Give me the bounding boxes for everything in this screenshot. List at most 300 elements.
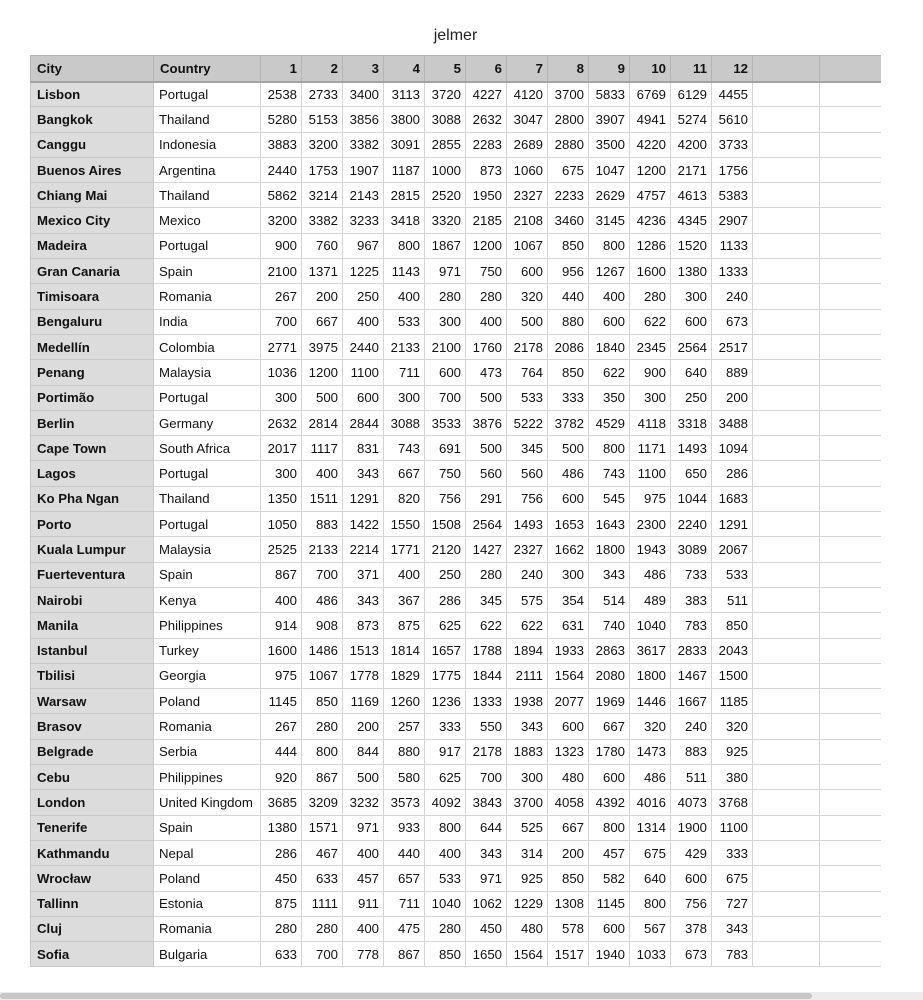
value-cell-month-5[interactable]: 300 [425, 309, 466, 334]
value-cell-month-3[interactable]: 371 [343, 562, 384, 587]
city-cell[interactable]: Portimão [31, 385, 154, 410]
value-cell-month-11[interactable]: 2240 [671, 512, 712, 537]
value-cell-month-4[interactable]: 3113 [384, 82, 425, 107]
value-cell-month-3[interactable]: 967 [343, 233, 384, 258]
value-cell-month-6[interactable]: 2178 [466, 739, 507, 764]
value-cell-month-7[interactable]: 3700 [507, 790, 548, 815]
value-cell-month-10[interactable]: 1040 [630, 613, 671, 638]
value-cell-month-6[interactable]: 1062 [466, 891, 507, 916]
value-cell-month-4[interactable]: 667 [384, 461, 425, 486]
value-cell-month-12[interactable]: 1100 [712, 815, 753, 840]
value-cell-month-3[interactable]: 1513 [343, 638, 384, 663]
country-cell[interactable]: Malaysia [154, 537, 261, 562]
city-cell[interactable]: Fuerteventura [31, 562, 154, 587]
value-cell-month-11[interactable]: 883 [671, 739, 712, 764]
value-cell-month-11[interactable]: 733 [671, 562, 712, 587]
value-cell-month-11[interactable]: 1380 [671, 259, 712, 284]
value-cell-month-9[interactable]: 1780 [589, 739, 630, 764]
value-cell-month-3[interactable]: 831 [343, 436, 384, 461]
value-cell-month-1[interactable]: 920 [261, 765, 302, 790]
value-cell-month-3[interactable]: 2214 [343, 537, 384, 562]
column-header-month-11[interactable]: 11 [671, 56, 712, 82]
city-cell[interactable]: Canggu [31, 132, 154, 157]
value-cell-month-10[interactable]: 1286 [630, 233, 671, 258]
value-cell-month-11[interactable]: 1900 [671, 815, 712, 840]
value-cell-month-9[interactable]: 1643 [589, 512, 630, 537]
value-cell-month-8[interactable]: 1564 [548, 663, 589, 688]
value-cell-month-6[interactable]: 1200 [466, 233, 507, 258]
value-cell-month-1[interactable]: 267 [261, 284, 302, 309]
value-cell-month-9[interactable]: 667 [589, 714, 630, 739]
empty-cell[interactable] [753, 739, 820, 764]
value-cell-month-4[interactable]: 1187 [384, 157, 425, 182]
country-cell[interactable]: Philippines [154, 613, 261, 638]
value-cell-month-7[interactable]: 2327 [507, 183, 548, 208]
value-cell-month-6[interactable]: 1788 [466, 638, 507, 663]
value-cell-month-5[interactable]: 3533 [425, 410, 466, 435]
value-cell-month-6[interactable]: 280 [466, 562, 507, 587]
value-cell-month-6[interactable]: 700 [466, 765, 507, 790]
value-cell-month-6[interactable]: 1844 [466, 663, 507, 688]
value-cell-month-6[interactable]: 345 [466, 587, 507, 612]
value-cell-month-3[interactable]: 500 [343, 765, 384, 790]
value-cell-month-7[interactable]: 320 [507, 284, 548, 309]
value-cell-month-9[interactable]: 514 [589, 587, 630, 612]
value-cell-month-1[interactable]: 875 [261, 891, 302, 916]
value-cell-month-5[interactable]: 3088 [425, 107, 466, 132]
value-cell-month-3[interactable]: 844 [343, 739, 384, 764]
value-cell-month-11[interactable]: 640 [671, 360, 712, 385]
empty-cell[interactable] [753, 765, 820, 790]
value-cell-month-8[interactable]: 600 [548, 486, 589, 511]
value-cell-month-9[interactable]: 5833 [589, 82, 630, 107]
value-cell-month-2[interactable]: 700 [302, 562, 343, 587]
value-cell-month-7[interactable]: 1229 [507, 891, 548, 916]
country-cell[interactable]: Portugal [154, 82, 261, 107]
value-cell-month-2[interactable]: 486 [302, 587, 343, 612]
value-cell-month-12[interactable]: 4455 [712, 82, 753, 107]
value-cell-month-12[interactable]: 1094 [712, 436, 753, 461]
value-cell-month-5[interactable]: 600 [425, 360, 466, 385]
value-cell-month-11[interactable]: 1520 [671, 233, 712, 258]
value-cell-month-6[interactable]: 343 [466, 840, 507, 865]
value-cell-month-4[interactable]: 1814 [384, 638, 425, 663]
value-cell-month-12[interactable]: 1756 [712, 157, 753, 182]
value-cell-month-11[interactable]: 783 [671, 613, 712, 638]
city-cell[interactable]: Buenos Aires [31, 157, 154, 182]
value-cell-month-6[interactable]: 2632 [466, 107, 507, 132]
empty-cell[interactable] [820, 840, 882, 865]
value-cell-month-1[interactable]: 400 [261, 587, 302, 612]
value-cell-month-4[interactable]: 257 [384, 714, 425, 739]
empty-cell[interactable] [820, 638, 882, 663]
value-cell-month-2[interactable]: 867 [302, 765, 343, 790]
value-cell-month-9[interactable]: 457 [589, 840, 630, 865]
value-cell-month-12[interactable]: 320 [712, 714, 753, 739]
empty-cell[interactable] [820, 284, 882, 309]
value-cell-month-10[interactable]: 3617 [630, 638, 671, 663]
value-cell-month-3[interactable]: 3400 [343, 82, 384, 107]
value-cell-month-3[interactable]: 873 [343, 613, 384, 638]
column-header-month-8[interactable]: 8 [548, 56, 589, 82]
value-cell-month-11[interactable]: 2171 [671, 157, 712, 182]
value-cell-month-4[interactable]: 1829 [384, 663, 425, 688]
value-cell-month-9[interactable]: 3907 [589, 107, 630, 132]
empty-cell[interactable] [753, 436, 820, 461]
value-cell-month-7[interactable]: 925 [507, 866, 548, 891]
value-cell-month-8[interactable]: 675 [548, 157, 589, 182]
horizontal-scrollbar[interactable] [0, 992, 923, 1000]
value-cell-month-1[interactable]: 300 [261, 385, 302, 410]
value-cell-month-8[interactable]: 486 [548, 461, 589, 486]
value-cell-month-8[interactable]: 440 [548, 284, 589, 309]
value-cell-month-4[interactable]: 2133 [384, 334, 425, 359]
value-cell-month-3[interactable]: 2844 [343, 410, 384, 435]
column-header-country[interactable]: Country [154, 56, 261, 82]
value-cell-month-4[interactable]: 533 [384, 309, 425, 334]
value-cell-month-1[interactable]: 1380 [261, 815, 302, 840]
value-cell-month-5[interactable]: 533 [425, 866, 466, 891]
value-cell-month-2[interactable]: 850 [302, 689, 343, 714]
value-cell-month-5[interactable]: 2855 [425, 132, 466, 157]
value-cell-month-7[interactable]: 756 [507, 486, 548, 511]
value-cell-month-9[interactable]: 800 [589, 233, 630, 258]
value-cell-month-4[interactable]: 3573 [384, 790, 425, 815]
value-cell-month-5[interactable]: 700 [425, 385, 466, 410]
value-cell-month-10[interactable]: 300 [630, 385, 671, 410]
value-cell-month-10[interactable]: 1446 [630, 689, 671, 714]
value-cell-month-1[interactable]: 3883 [261, 132, 302, 157]
city-cell[interactable]: Porto [31, 512, 154, 537]
value-cell-month-3[interactable]: 1778 [343, 663, 384, 688]
value-cell-month-1[interactable]: 300 [261, 461, 302, 486]
empty-cell[interactable] [820, 385, 882, 410]
value-cell-month-5[interactable]: 286 [425, 587, 466, 612]
value-cell-month-7[interactable]: 533 [507, 385, 548, 410]
value-cell-month-10[interactable]: 622 [630, 309, 671, 334]
value-cell-month-2[interactable]: 3975 [302, 334, 343, 359]
value-cell-month-12[interactable]: 2517 [712, 334, 753, 359]
column-header-month-10[interactable]: 10 [630, 56, 671, 82]
value-cell-month-3[interactable]: 400 [343, 840, 384, 865]
value-cell-month-5[interactable]: 1657 [425, 638, 466, 663]
value-cell-month-5[interactable]: 3320 [425, 208, 466, 233]
value-cell-month-2[interactable]: 1200 [302, 360, 343, 385]
empty-cell[interactable] [753, 461, 820, 486]
city-cell[interactable]: Medellín [31, 334, 154, 359]
country-cell[interactable]: Poland [154, 689, 261, 714]
value-cell-month-3[interactable]: 1100 [343, 360, 384, 385]
value-cell-month-11[interactable]: 378 [671, 916, 712, 941]
value-cell-month-9[interactable]: 400 [589, 284, 630, 309]
value-cell-month-2[interactable]: 908 [302, 613, 343, 638]
value-cell-month-3[interactable]: 400 [343, 916, 384, 941]
value-cell-month-6[interactable]: 3876 [466, 410, 507, 435]
value-cell-month-11[interactable]: 1467 [671, 663, 712, 688]
value-cell-month-1[interactable]: 2017 [261, 436, 302, 461]
value-cell-month-5[interactable]: 850 [425, 942, 466, 967]
empty-cell[interactable] [820, 183, 882, 208]
empty-cell[interactable] [753, 916, 820, 941]
value-cell-month-2[interactable]: 1117 [302, 436, 343, 461]
value-cell-month-8[interactable]: 631 [548, 613, 589, 638]
value-cell-month-9[interactable]: 4392 [589, 790, 630, 815]
city-cell[interactable]: Istanbul [31, 638, 154, 663]
empty-cell[interactable] [820, 587, 882, 612]
country-cell[interactable]: Germany [154, 410, 261, 435]
value-cell-month-5[interactable]: 625 [425, 613, 466, 638]
value-cell-month-10[interactable]: 2345 [630, 334, 671, 359]
empty-cell[interactable] [820, 714, 882, 739]
value-cell-month-4[interactable]: 3418 [384, 208, 425, 233]
value-cell-month-8[interactable]: 578 [548, 916, 589, 941]
value-cell-month-5[interactable]: 2120 [425, 537, 466, 562]
value-cell-month-10[interactable]: 1800 [630, 663, 671, 688]
empty-cell[interactable] [753, 360, 820, 385]
value-cell-month-7[interactable]: 764 [507, 360, 548, 385]
empty-cell[interactable] [753, 512, 820, 537]
value-cell-month-9[interactable]: 1969 [589, 689, 630, 714]
city-cell[interactable]: Bangkok [31, 107, 154, 132]
value-cell-month-4[interactable]: 800 [384, 233, 425, 258]
value-cell-month-3[interactable]: 3232 [343, 790, 384, 815]
value-cell-month-2[interactable]: 3209 [302, 790, 343, 815]
column-header-month-6[interactable]: 6 [466, 56, 507, 82]
value-cell-month-7[interactable]: 525 [507, 815, 548, 840]
empty-cell[interactable] [820, 208, 882, 233]
value-cell-month-2[interactable]: 5153 [302, 107, 343, 132]
value-cell-month-6[interactable]: 750 [466, 259, 507, 284]
value-cell-month-5[interactable]: 750 [425, 461, 466, 486]
value-cell-month-4[interactable]: 743 [384, 436, 425, 461]
value-cell-month-6[interactable]: 1950 [466, 183, 507, 208]
value-cell-month-10[interactable]: 489 [630, 587, 671, 612]
value-cell-month-2[interactable]: 3382 [302, 208, 343, 233]
value-cell-month-11[interactable]: 240 [671, 714, 712, 739]
value-cell-month-5[interactable]: 250 [425, 562, 466, 587]
value-cell-month-7[interactable]: 240 [507, 562, 548, 587]
empty-cell[interactable] [753, 82, 820, 107]
value-cell-month-9[interactable]: 800 [589, 436, 630, 461]
value-cell-month-2[interactable]: 200 [302, 284, 343, 309]
city-cell[interactable]: Belgrade [31, 739, 154, 764]
country-cell[interactable]: Philippines [154, 765, 261, 790]
value-cell-month-8[interactable]: 2880 [548, 132, 589, 157]
value-cell-month-12[interactable]: 511 [712, 587, 753, 612]
value-cell-month-4[interactable]: 867 [384, 942, 425, 967]
value-cell-month-12[interactable]: 333 [712, 840, 753, 865]
value-cell-month-2[interactable]: 1753 [302, 157, 343, 182]
value-cell-month-10[interactable]: 900 [630, 360, 671, 385]
value-cell-month-8[interactable]: 850 [548, 866, 589, 891]
value-cell-month-8[interactable]: 333 [548, 385, 589, 410]
value-cell-month-1[interactable]: 2525 [261, 537, 302, 562]
country-cell[interactable]: Portugal [154, 512, 261, 537]
value-cell-month-8[interactable]: 480 [548, 765, 589, 790]
value-cell-month-6[interactable]: 500 [466, 436, 507, 461]
value-cell-month-2[interactable]: 700 [302, 942, 343, 967]
empty-cell[interactable] [753, 790, 820, 815]
empty-cell[interactable] [753, 942, 820, 967]
value-cell-month-2[interactable]: 633 [302, 866, 343, 891]
value-cell-month-11[interactable]: 1667 [671, 689, 712, 714]
value-cell-month-1[interactable]: 2632 [261, 410, 302, 435]
value-cell-month-2[interactable]: 280 [302, 714, 343, 739]
value-cell-month-11[interactable]: 4613 [671, 183, 712, 208]
country-cell[interactable]: Nepal [154, 840, 261, 865]
empty-cell[interactable] [820, 233, 882, 258]
column-header-city[interactable]: City [31, 56, 154, 82]
value-cell-month-10[interactable]: 640 [630, 866, 671, 891]
value-cell-month-7[interactable]: 5222 [507, 410, 548, 435]
value-cell-month-8[interactable]: 500 [548, 436, 589, 461]
value-cell-month-5[interactable]: 333 [425, 714, 466, 739]
value-cell-month-4[interactable]: 880 [384, 739, 425, 764]
value-cell-month-10[interactable]: 4236 [630, 208, 671, 233]
value-cell-month-12[interactable]: 3733 [712, 132, 753, 157]
value-cell-month-2[interactable]: 2733 [302, 82, 343, 107]
value-cell-month-9[interactable]: 4529 [589, 410, 630, 435]
value-cell-month-9[interactable]: 3500 [589, 132, 630, 157]
column-header-month-7[interactable]: 7 [507, 56, 548, 82]
value-cell-month-3[interactable]: 250 [343, 284, 384, 309]
value-cell-month-6[interactable]: 280 [466, 284, 507, 309]
value-cell-month-1[interactable]: 2538 [261, 82, 302, 107]
value-cell-month-1[interactable]: 867 [261, 562, 302, 587]
value-cell-month-4[interactable]: 657 [384, 866, 425, 891]
value-cell-month-5[interactable]: 1040 [425, 891, 466, 916]
empty-cell[interactable] [753, 259, 820, 284]
country-cell[interactable]: Argentina [154, 157, 261, 182]
value-cell-month-2[interactable]: 500 [302, 385, 343, 410]
value-cell-month-1[interactable]: 633 [261, 942, 302, 967]
city-cell[interactable]: Tenerife [31, 815, 154, 840]
value-cell-month-4[interactable]: 1260 [384, 689, 425, 714]
value-cell-month-7[interactable]: 622 [507, 613, 548, 638]
value-cell-month-7[interactable]: 1564 [507, 942, 548, 967]
country-cell[interactable]: Portugal [154, 461, 261, 486]
value-cell-month-7[interactable]: 1067 [507, 233, 548, 258]
value-cell-month-1[interactable]: 2771 [261, 334, 302, 359]
value-cell-month-2[interactable]: 2814 [302, 410, 343, 435]
value-cell-month-6[interactable]: 3843 [466, 790, 507, 815]
value-cell-month-3[interactable]: 457 [343, 866, 384, 891]
value-cell-month-8[interactable]: 1517 [548, 942, 589, 967]
value-cell-month-9[interactable]: 350 [589, 385, 630, 410]
empty-cell[interactable] [820, 82, 882, 107]
value-cell-month-9[interactable]: 600 [589, 309, 630, 334]
value-cell-month-12[interactable]: 1291 [712, 512, 753, 537]
value-cell-month-6[interactable]: 450 [466, 916, 507, 941]
value-cell-month-2[interactable]: 280 [302, 916, 343, 941]
value-cell-month-4[interactable]: 2815 [384, 183, 425, 208]
empty-cell[interactable] [820, 259, 882, 284]
value-cell-month-3[interactable]: 778 [343, 942, 384, 967]
value-cell-month-1[interactable]: 5280 [261, 107, 302, 132]
city-cell[interactable]: Kuala Lumpur [31, 537, 154, 562]
empty-cell[interactable] [753, 866, 820, 891]
city-cell[interactable]: Bengaluru [31, 309, 154, 334]
value-cell-month-9[interactable]: 743 [589, 461, 630, 486]
value-cell-month-12[interactable]: 240 [712, 284, 753, 309]
scrollbar-thumb[interactable] [0, 993, 812, 999]
value-cell-month-12[interactable]: 2907 [712, 208, 753, 233]
value-cell-month-2[interactable]: 760 [302, 233, 343, 258]
empty-cell[interactable] [753, 537, 820, 562]
empty-cell[interactable] [753, 132, 820, 157]
empty-cell[interactable] [820, 942, 882, 967]
empty-cell[interactable] [820, 765, 882, 790]
city-cell[interactable]: Kathmandu [31, 840, 154, 865]
empty-cell[interactable] [753, 663, 820, 688]
value-cell-month-5[interactable]: 400 [425, 840, 466, 865]
value-cell-month-3[interactable]: 600 [343, 385, 384, 410]
city-cell[interactable]: Cebu [31, 765, 154, 790]
value-cell-month-10[interactable]: 1473 [630, 739, 671, 764]
city-cell[interactable]: Berlin [31, 410, 154, 435]
value-cell-month-12[interactable]: 533 [712, 562, 753, 587]
city-cell[interactable]: Tallinn [31, 891, 154, 916]
value-cell-month-6[interactable]: 4227 [466, 82, 507, 107]
value-cell-month-2[interactable]: 1111 [302, 891, 343, 916]
value-cell-month-5[interactable]: 625 [425, 765, 466, 790]
empty-cell[interactable] [820, 107, 882, 132]
value-cell-month-11[interactable]: 3089 [671, 537, 712, 562]
empty-cell[interactable] [753, 714, 820, 739]
city-cell[interactable]: Lagos [31, 461, 154, 486]
value-cell-month-1[interactable]: 1036 [261, 360, 302, 385]
city-cell[interactable]: Madeira [31, 233, 154, 258]
value-cell-month-8[interactable]: 2800 [548, 107, 589, 132]
value-cell-month-6[interactable]: 2564 [466, 512, 507, 537]
country-cell[interactable]: Indonesia [154, 132, 261, 157]
country-cell[interactable]: Serbia [154, 739, 261, 764]
value-cell-month-6[interactable]: 400 [466, 309, 507, 334]
value-cell-month-3[interactable]: 2143 [343, 183, 384, 208]
value-cell-month-3[interactable]: 3856 [343, 107, 384, 132]
city-cell[interactable]: Warsaw [31, 689, 154, 714]
empty-cell[interactable] [820, 512, 882, 537]
value-cell-month-8[interactable]: 1653 [548, 512, 589, 537]
country-cell[interactable]: Portugal [154, 385, 261, 410]
country-cell[interactable]: Spain [154, 562, 261, 587]
empty-cell[interactable] [820, 891, 882, 916]
value-cell-month-7[interactable]: 1894 [507, 638, 548, 663]
country-cell[interactable]: Thailand [154, 486, 261, 511]
value-cell-month-4[interactable]: 875 [384, 613, 425, 638]
value-cell-month-10[interactable]: 1314 [630, 815, 671, 840]
value-cell-month-7[interactable]: 500 [507, 309, 548, 334]
value-cell-month-4[interactable]: 1771 [384, 537, 425, 562]
value-cell-month-1[interactable]: 975 [261, 663, 302, 688]
value-cell-month-7[interactable]: 2689 [507, 132, 548, 157]
value-cell-month-8[interactable]: 1933 [548, 638, 589, 663]
value-cell-month-5[interactable]: 1867 [425, 233, 466, 258]
value-cell-month-1[interactable]: 444 [261, 739, 302, 764]
value-cell-month-4[interactable]: 3800 [384, 107, 425, 132]
empty-cell[interactable] [820, 790, 882, 815]
country-cell[interactable]: Spain [154, 815, 261, 840]
value-cell-month-9[interactable]: 600 [589, 916, 630, 941]
empty-cell[interactable] [753, 840, 820, 865]
value-cell-month-2[interactable]: 400 [302, 461, 343, 486]
value-cell-month-1[interactable]: 1350 [261, 486, 302, 511]
value-cell-month-4[interactable]: 367 [384, 587, 425, 612]
value-cell-month-1[interactable]: 450 [261, 866, 302, 891]
value-cell-month-9[interactable]: 1800 [589, 537, 630, 562]
value-cell-month-12[interactable]: 2043 [712, 638, 753, 663]
country-cell[interactable]: United Kingdom [154, 790, 261, 815]
